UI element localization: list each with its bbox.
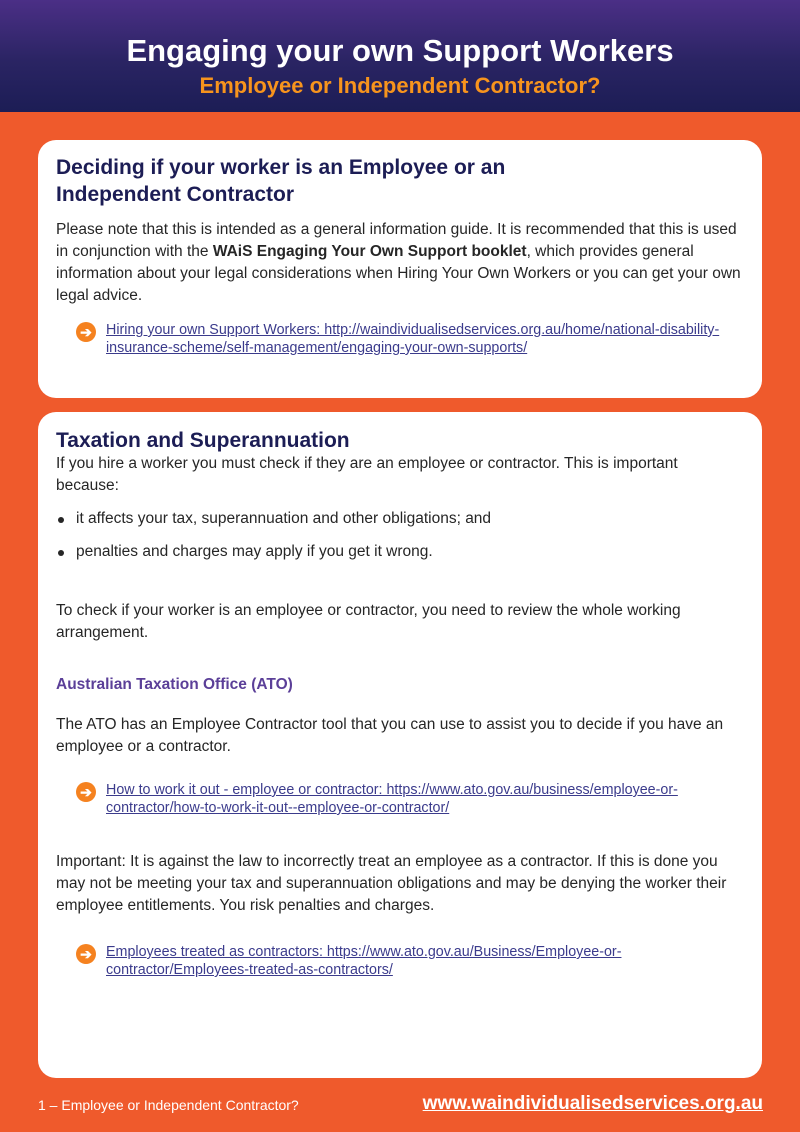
booklet-name: WAiS Engaging Your Own Support booklet	[212, 243, 527, 260]
footer-website-link[interactable]: www.waindividualisedservices.org.au	[422, 1093, 763, 1114]
arrow-right-circle-icon: ➔	[76, 782, 96, 802]
section-deciding-card	[38, 140, 762, 398]
hiring-link-row[interactable]	[76, 321, 748, 357]
bullet-icon	[58, 550, 64, 556]
paragraph-text: , which provides general information about your legal considerations when Hiring Your Own Workers or you can get your own legal advice.	[56, 243, 741, 304]
important-paragraph: Important: It is against the law to incorrectly treat an employee as a contractor. If this is done you may not be meeting your tax and superannuation obligations and may be denying the worker their employee entitlements. You risk penalties and charges.	[56, 853, 727, 914]
arrow-right-circle-icon: ➔	[76, 322, 96, 342]
page-header	[0, 0, 800, 112]
employees-treated-as-contractors-link[interactable]: Employees treated as contractors: https://www.ato.gov.au/Business/Employee-or-contractor/Employees-treated-as-contractors/	[106, 944, 622, 978]
section-taxation-card	[38, 412, 762, 1078]
taxation-intro: If you hire a worker you must check if they are an employee or contractor. This is important because:	[56, 455, 678, 494]
list-item	[56, 541, 744, 563]
hiring-support-workers-link[interactable]: Hiring your own Support Workers: http://waindividualisedservices.org.au/home/national-disability-insurance-scheme/self-management/engaging-your-own-supports/	[106, 322, 720, 356]
section-taxation-title: Taxation and Superannuation	[56, 429, 350, 452]
bullet-icon	[58, 517, 64, 523]
page-title: Engaging your own Support Workers	[126, 33, 674, 68]
check-paragraph: To check if your worker is an employee or contractor, you need to review the whole working arrangement.	[56, 602, 681, 641]
section-deciding-paragraph	[56, 219, 744, 307]
ato-heading: Australian Taxation Office (ATO)	[56, 676, 293, 693]
ato-paragraph: The ATO has an Employee Contractor tool that you can use to assist you to decide if you have an employee or a contractor.	[56, 716, 724, 755]
list-item-text: it affects your tax, superannuation and other obligations; and	[76, 510, 492, 527]
list-item-text: penalties and charges may apply if you get it wrong.	[76, 543, 433, 560]
ato-link-row[interactable]	[76, 781, 748, 817]
how-to-work-it-out-link[interactable]: How to work it out - employee or contractor: https://www.ato.gov.au/business/employee-or-contractor/how-to-work-it-out--employee-or-contractor/	[106, 782, 678, 816]
taxation-bullet-list	[56, 508, 744, 574]
contractors-link-row[interactable]	[76, 943, 748, 979]
page-subtitle: Employee or Independent Contractor?	[199, 73, 601, 98]
list-item	[56, 508, 744, 530]
paragraph-text: Please note that this is intended as a general information guide. It is recommended that this is used in conjunction with the	[56, 221, 737, 260]
section-deciding-title: Deciding if your worker is an Employee or an Independent Contractor	[56, 156, 506, 206]
arrow-right-circle-icon: ➔	[76, 944, 96, 964]
footer-page-label: 1 – Employee or Independent Contractor?	[38, 1097, 299, 1113]
